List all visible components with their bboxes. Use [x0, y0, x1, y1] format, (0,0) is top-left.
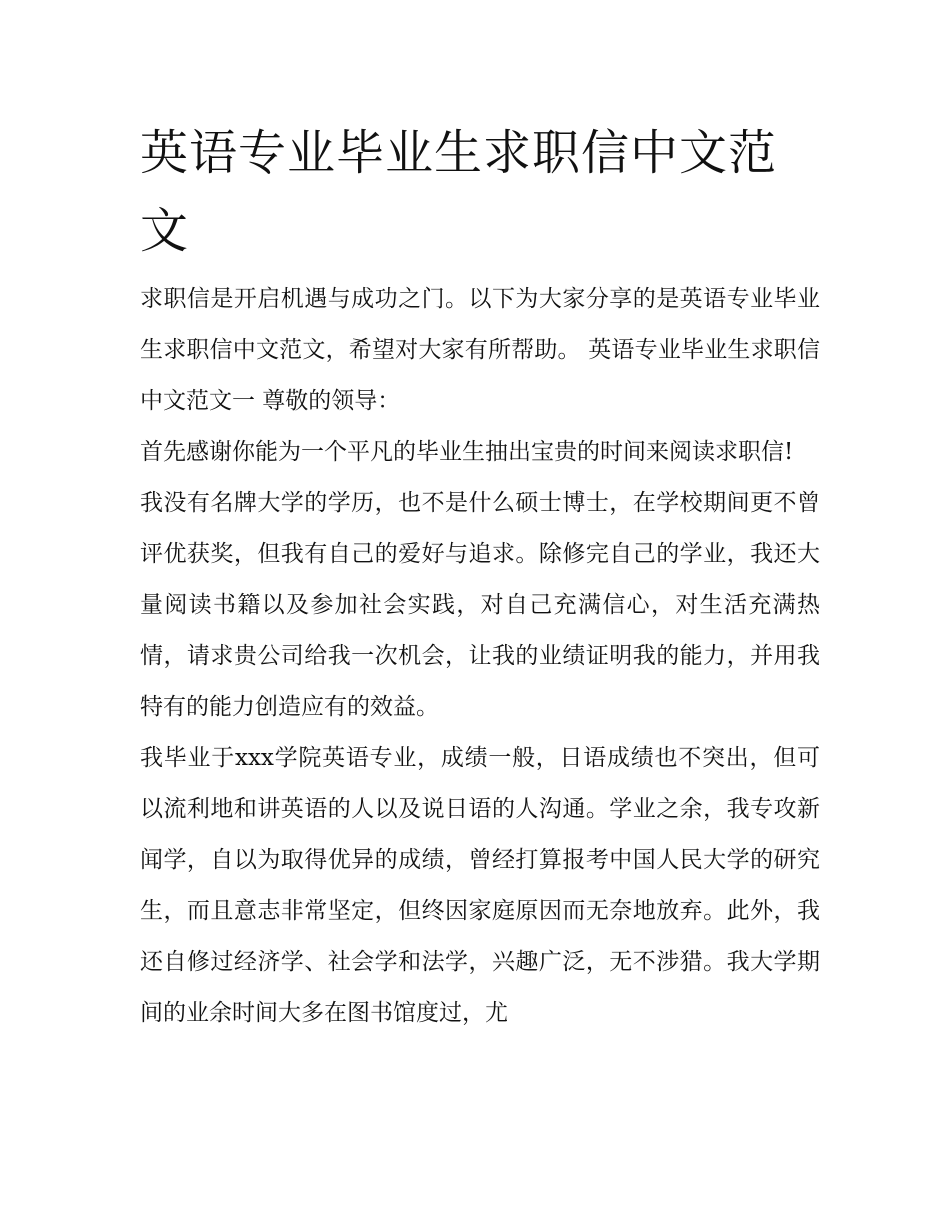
paragraph-intro: 求职信是开启机遇与成功之门。以下为大家分享的是英语专业毕业生求职信中文范文，希望对大家有所帮助。 英语专业毕业生求职信中文范文一 尊敬的领导：: [140, 286, 820, 414]
document-title: 英语专业毕业生求职信中文范文: [140, 125, 778, 259]
document-body: [140, 274, 820, 1039]
paragraph-education: 我毕业于xxx学院英语专业，成绩一般，日语成绩也不突出，但可以流利地和讲英语的人以及说日语的人沟通。学业之余，我专攻新闻学，自以为取得优异的成绩，曾经打算报考中国人民大学的研究生，而且意志非常坚定，但终因家庭原因而无奈地放弃。此外，我还自修过经济学、社会学和法学，兴趣广泛，无不涉猎。我大学期间的业余时间大多在图书馆度过，尤: [140, 745, 820, 1026]
paragraph-thanks: 首先感谢你能为一个平凡的毕业生抽出宝贵的时间来阅读求职信!: [140, 439, 794, 465]
paragraph-background: 我没有名牌大学的学历，也不是什么硕士博士，在学校期间更不曾评优获奖，但我有自己的爱好与追求。除修完自己的学业，我还大量阅读书籍以及参加社会实践，对自己充满信心，对生活充满热情，请求贵公司给我一次机会，让我的业绩证明我的能力，并用我特有的能力创造应有的效益。: [140, 490, 820, 720]
